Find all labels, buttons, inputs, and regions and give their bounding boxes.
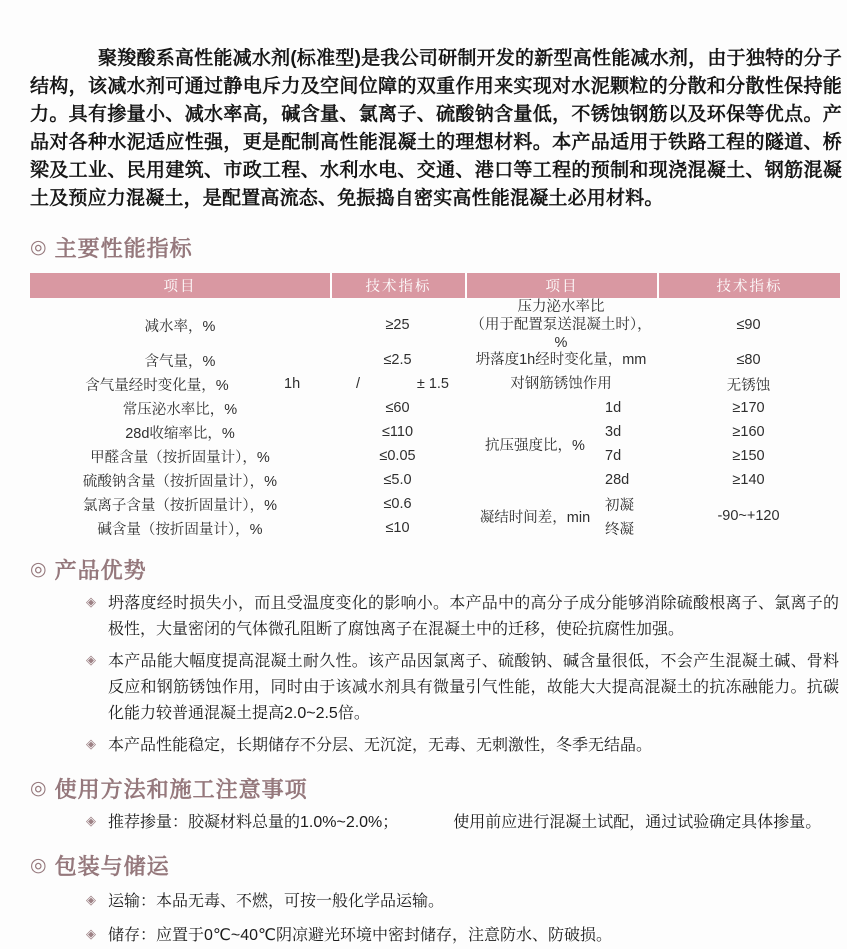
table-left-half	[30, 302, 465, 540]
setting-subs	[605, 492, 657, 540]
table-row	[30, 302, 465, 348]
section-heading-usage	[30, 773, 843, 804]
item-label-line1: 压力泌水率比	[517, 299, 605, 315]
item-value: ≤0.6	[383, 496, 412, 512]
age-label: 1d	[605, 400, 622, 416]
item-label: 含气量，%	[144, 353, 216, 370]
section-title-advantages: 产品优势	[54, 558, 147, 583]
table-header-item-right: 项目	[465, 273, 657, 298]
table-header-spec-right: 技术指标	[657, 273, 840, 298]
table-row	[465, 372, 840, 396]
strength-values	[657, 396, 840, 492]
list-item	[30, 810, 843, 836]
item-value: ≥25	[385, 317, 410, 333]
item-value: ≥160	[732, 424, 765, 440]
list-item	[30, 591, 843, 643]
table-row	[30, 492, 465, 516]
item-label: 常压泌水率比，%	[122, 401, 238, 418]
strength-ratio-block	[465, 396, 840, 492]
section-title-performance: 主要性能指标	[54, 236, 193, 261]
item-value: ≤60	[385, 400, 410, 416]
section-title-packaging: 包装与储运	[54, 854, 170, 879]
table-header-item-left: 项目	[163, 279, 197, 295]
packaging-list	[30, 889, 843, 949]
double-circle-icon: ◎	[30, 855, 48, 876]
table-row	[30, 396, 465, 420]
item-value: ≤2.5	[383, 352, 412, 368]
item-value: 无锈蚀	[726, 377, 771, 394]
item-label-line2: （用于配置泵送混凝土时），%	[470, 317, 652, 351]
item-value: ≤0.05	[379, 448, 416, 464]
table-row	[30, 348, 465, 372]
item-label: 含气量经时变化量，%	[85, 377, 229, 394]
item-value: ± 1.5	[416, 376, 449, 392]
setting-initial: 初凝	[605, 497, 634, 514]
list-item-text: 本产品能大幅度提高混凝土耐久性。该产品因氯离子、硫酸钠、碱含量很低，不会产生混凝土碱、骨料反应和钢筋锈蚀作用，同时由于该减水剂具有微量引气性能，故能大大提高混凝土的抗冻融能力。抗碳化能力较普通混凝土提高2.0~2.5倍。	[108, 653, 839, 722]
table-row	[465, 348, 840, 372]
item-value: ≤5.0	[383, 472, 412, 488]
age-label: 7d	[605, 448, 622, 464]
double-circle-icon: ◎	[30, 237, 48, 258]
table-row	[30, 372, 465, 396]
section-heading-packaging	[30, 850, 843, 881]
item-label: 坍落度1h经时变化量，mm	[475, 352, 647, 368]
item-sub-label: 1h	[284, 376, 301, 392]
item-label: 甲醛含量（按折固量计），%	[90, 449, 270, 466]
item-label: 碱含量（按折固量计），%	[97, 521, 263, 538]
age-label: 3d	[605, 424, 622, 440]
list-item	[30, 649, 843, 727]
table-header-row	[30, 273, 840, 298]
item-value: -90~+120	[717, 508, 780, 524]
trial-note-text: 使用前应进行混凝土试配，通过试验确定具体掺量。	[453, 814, 822, 831]
intro-paragraph: 聚羧酸系高性能减水剂(标准型)是我公司研制开发的新型高性能减水剂，由于独特的分子结构，该减水剂可通过静电斥力及空间位障的双重作用来实现对水泥颗粒的分散和分散性保持能力。具有掺量小、减水率高，碱含量、氯离子、硫酸钠含量低，不锈蚀钢筋以及环保等优点。产品对各种水泥适应性强，更是配制高性能混凝土的理想材料。本产品适用于铁路工程的隧道、桥梁及工业、民用建筑、市政工程、水利水电、交通、港口等工程的预制和现浇混凝土、钢筋混凝土及预应力混凝土，是配置高流态、免振捣自密实高性能混凝土必用材料。	[30, 48, 842, 209]
setting-item-cell	[465, 492, 657, 540]
item-value: ≥140	[732, 472, 765, 488]
advantages-list	[30, 591, 843, 759]
item-label: 对钢筋锈蚀作用	[510, 376, 612, 392]
setting-label: 凝结时间差，min	[479, 509, 591, 526]
item-value: ≤10	[385, 520, 410, 536]
section-heading-performance	[30, 232, 843, 263]
list-item-text: 本产品性能稳定，长期储存不分层、无沉淀，无毒、无刺激性，冬季无结晶。	[108, 737, 653, 754]
value-slash: /	[356, 376, 361, 392]
item-value: ≤80	[736, 352, 761, 368]
diamond-bullet-icon: ◈	[86, 813, 96, 828]
item-label: 硫酸钠含量（按折固量计），%	[82, 473, 278, 490]
table-row	[465, 299, 840, 351]
item-value: ≥150	[732, 448, 765, 464]
table-right-half	[465, 299, 840, 540]
list-item-text: 储存：应置于0℃~40℃阴凉避光环境中密封储存，注意防水、防破损。	[108, 927, 612, 944]
diamond-bullet-icon: ◈	[86, 594, 96, 609]
age-label: 28d	[605, 472, 630, 488]
list-item	[30, 923, 843, 949]
table-row	[30, 420, 465, 444]
list-item-text: 坍落度经时损失小，而且受温度变化的影响小。本产品中的高分子成分能够消除硫酸根离子、氯离子的极性，大量密闭的气体微孔阻断了腐蚀离子在混凝土中的迁移，使砼抗腐性加强。	[108, 595, 839, 638]
item-value: ≤110	[381, 424, 414, 440]
list-item-text: 运输：本品无毒、不燃，可按一般化学品运输。	[108, 893, 445, 910]
item-label-two-line	[465, 298, 657, 352]
diamond-bullet-icon: ◈	[86, 926, 96, 941]
item-value: ≤90	[736, 317, 761, 333]
diamond-bullet-icon: ◈	[86, 652, 96, 667]
usage-list	[30, 810, 843, 836]
item-label: 28d收缩率比，%	[125, 425, 235, 442]
dosage-text: 推荐掺量：胶凝材料总量的1.0%~2.0%；	[108, 814, 399, 831]
item-label-with-sub	[30, 374, 330, 395]
strength-ages	[605, 396, 657, 492]
setting-time-block	[465, 492, 840, 540]
diamond-bullet-icon: ◈	[86, 736, 96, 751]
table-row	[30, 468, 465, 492]
item-value-split	[330, 376, 465, 392]
list-item	[30, 733, 843, 759]
performance-table	[30, 273, 840, 540]
table-body	[30, 298, 840, 540]
table-row	[30, 444, 465, 468]
list-item-text	[108, 810, 843, 836]
table-row	[30, 516, 465, 540]
diamond-bullet-icon: ◈	[86, 892, 96, 907]
list-item	[30, 889, 843, 915]
double-circle-icon: ◎	[30, 559, 48, 580]
strength-label: 抗压强度比，%	[485, 437, 585, 454]
table-header-spec-left: 技术指标	[330, 273, 465, 298]
section-title-usage: 使用方法和施工注意事项	[54, 777, 308, 802]
double-circle-icon: ◎	[30, 778, 48, 799]
item-value: ≥170	[732, 400, 765, 416]
section-heading-advantages	[30, 554, 843, 585]
setting-final: 终凝	[605, 521, 634, 538]
strength-item-cell	[465, 396, 657, 492]
item-label: 氯离子含量（按折固量计），%	[82, 497, 278, 514]
item-label: 减水率，%	[144, 318, 216, 335]
